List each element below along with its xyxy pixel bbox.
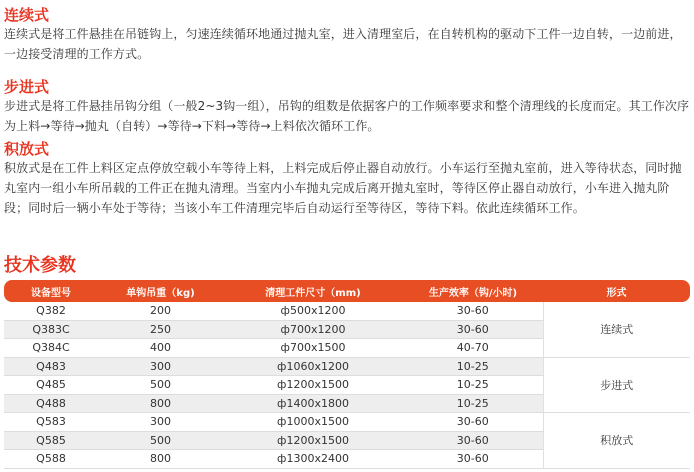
- cell-efficiency: 10-25: [403, 376, 543, 395]
- cell-load: 250: [98, 320, 223, 339]
- cell-size: ф1400x1800: [223, 394, 403, 413]
- section-text: 积放式是在工件上料区定点停放空载小车等待上料，上料完成后停止器自动放行。小车运行至抛丸室前，进入等待状态，同时抛丸室内一组小车所吊载的工件正在抛丸清理。当室内小车抛丸完成后离开抛丸室时，等待区停止器自动放行，小车进入抛丸阶段；同时后一辆小车处于等待；当该小车工件清理完毕后自动运行至等待区，等待下料。依此连续循环工作。: [4, 161, 682, 215]
- cell-model: Q485: [4, 376, 98, 395]
- cell-efficiency: 30-60: [403, 450, 543, 469]
- cell-model: Q585: [4, 431, 98, 450]
- header-model: 设备型号: [4, 280, 98, 302]
- cell-model: Q588: [4, 450, 98, 469]
- table-header-row: [4, 280, 690, 302]
- spec-table: [4, 280, 690, 469]
- header-size: 清理工件尺寸（mm): [223, 280, 403, 302]
- section-stepping: [4, 78, 690, 136]
- cell-efficiency: 30-60: [403, 320, 543, 339]
- header-load: 单钩吊重（kg): [98, 280, 223, 302]
- cell-model: Q488: [4, 394, 98, 413]
- tech-title: 技术参数: [4, 255, 76, 276]
- cell-size: ф1200x1500: [223, 431, 403, 450]
- cell-efficiency: 10-25: [403, 394, 543, 413]
- section-text: 步进式是将工件悬挂吊钩分组（一般2~3钩一组），吊钩的组数是依据客户的工作频率要求和整个清理线的长度而定。其工作次序为上料→等待→抛丸（自转）→等待→下料→等待→上料依次循环工作。: [4, 99, 690, 133]
- cell-size: ф1060x1200: [223, 357, 403, 376]
- cell-efficiency: 10-25: [403, 357, 543, 376]
- cell-load: 800: [98, 450, 223, 469]
- section-continuous: [4, 6, 690, 64]
- cell-model: Q382: [4, 302, 98, 320]
- section-heading: 积放式: [4, 140, 50, 158]
- cell-type: 积放式: [543, 413, 690, 469]
- cell-load: 200: [98, 302, 223, 320]
- header-type: 形式: [543, 280, 690, 302]
- cell-model: Q483: [4, 357, 98, 376]
- cell-load: 400: [98, 339, 223, 358]
- cell-type: 连续式: [543, 302, 690, 357]
- cell-size: ф1300x2400: [223, 450, 403, 469]
- table-row: [4, 357, 690, 376]
- section-text: 连续式是将工件悬挂在吊链钩上，匀速连续循环地通过抛丸室，进入清理室后，在自转机构的驱动下工件一边自转，一边前进，一边接受清理的工作方式。: [4, 27, 682, 61]
- header-efficiency: 生产效率（钩/小时): [403, 280, 543, 302]
- cell-load: 300: [98, 413, 223, 432]
- cell-efficiency: 30-60: [403, 302, 543, 320]
- cell-model: Q583: [4, 413, 98, 432]
- section-heading: 连续式: [4, 6, 50, 24]
- cell-model: Q383C: [4, 320, 98, 339]
- cell-size: ф700x1500: [223, 339, 403, 358]
- cell-model: Q384C: [4, 339, 98, 358]
- cell-size: ф1000x1500: [223, 413, 403, 432]
- section-accumulating: [4, 140, 690, 218]
- cell-size: ф700x1200: [223, 320, 403, 339]
- cell-load: 500: [98, 376, 223, 395]
- cell-efficiency: 40-70: [403, 339, 543, 358]
- section-heading: 步进式: [4, 78, 50, 96]
- cell-size: ф500x1200: [223, 302, 403, 320]
- table-row: [4, 302, 690, 320]
- cell-type: 步进式: [543, 357, 690, 413]
- cell-efficiency: 30-60: [403, 413, 543, 432]
- cell-load: 500: [98, 431, 223, 450]
- cell-load: 300: [98, 357, 223, 376]
- cell-size: ф1200x1500: [223, 376, 403, 395]
- cell-efficiency: 30-60: [403, 431, 543, 450]
- table-row: [4, 413, 690, 432]
- cell-load: 800: [98, 394, 223, 413]
